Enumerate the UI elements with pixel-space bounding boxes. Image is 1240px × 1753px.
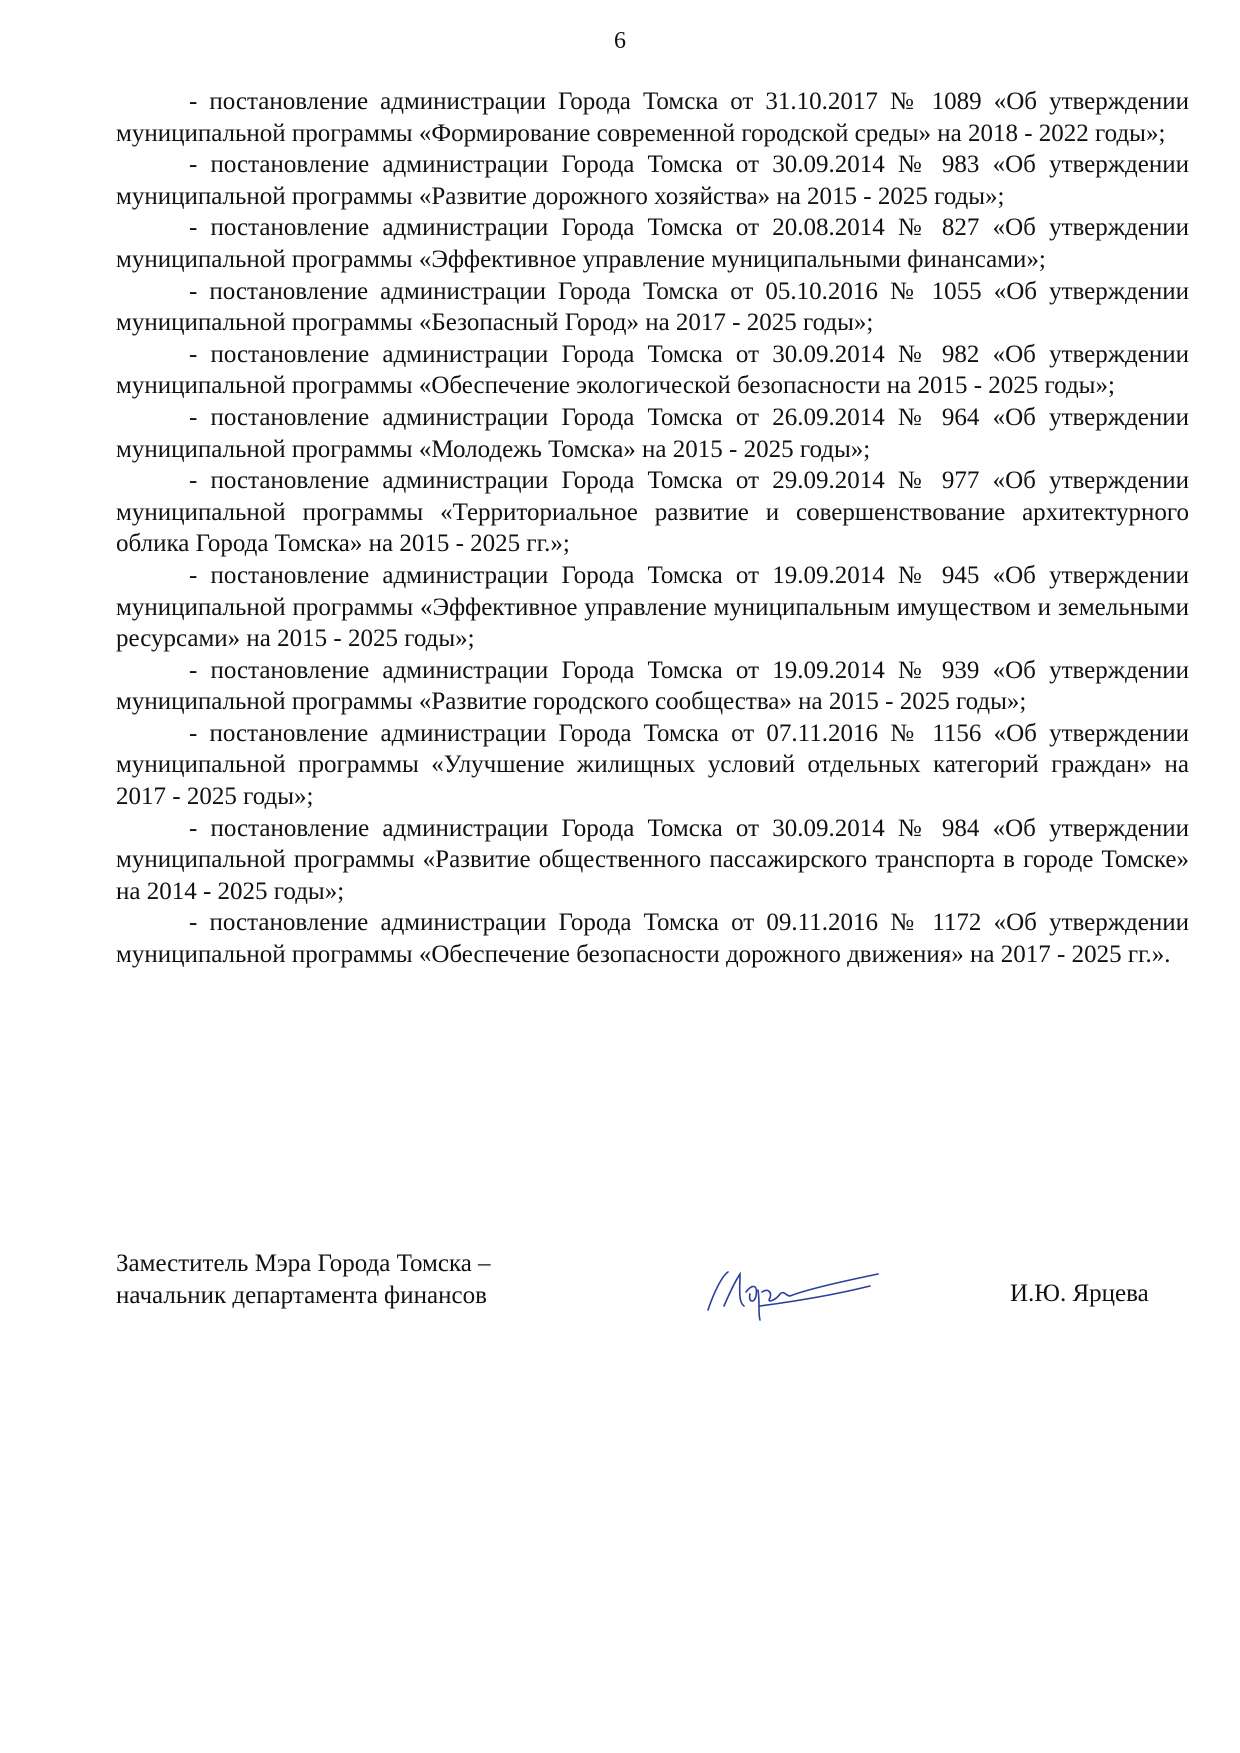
list-item: - постановление администрации Города Томска от 30.09.2014 № 984 «Об утверждении муниципальной программы «Развитие общественного пассажирского транспорта в городе Томске» на 2014 - 2025 годы»;: [116, 814, 1189, 905]
page-number: 6: [614, 28, 626, 54]
signatory-title: [116, 1248, 491, 1311]
list-item: - постановление администрации Города Томска от 26.09.2014 № 964 «Об утверждении муниципальной программы «Молодежь Томска» на 2015 - 2025 годы»;: [116, 403, 1189, 463]
list-item: - постановление администрации Города Томска от 19.09.2014 № 939 «Об утверждении муниципальной программы «Развитие городского сообщества» на 2015 - 2025 годы»;: [116, 656, 1189, 716]
handwritten-signature: [700, 1262, 880, 1322]
signatory-name: И.Ю. Ярцева: [1010, 1280, 1149, 1307]
list-item: - постановление администрации Города Томска от 09.11.2016 № 1172 «Об утверждении муниципальной программы «Обеспечение безопасности дорожного движения» на 2017 - 2025 гг.».: [116, 909, 1189, 969]
list-item: - постановление администрации Города Томска от 29.09.2014 № 977 «Об утверждении муниципальной программы «Территориальное развитие и совершенствование архитектурного облика Города Томска» на 2015 - 2025 гг.»;: [116, 467, 1189, 558]
list-item: - постановление администрации Города Томска от 07.11.2016 № 1156 «Об утверждении муниципальной программы «Улучшение жилищных условий отдельных категорий граждан» на 2017 - 2025 годы»;: [116, 719, 1189, 811]
document-body: [116, 86, 1189, 971]
list-item: - постановление администрации Города Томска от 30.09.2014 № 983 «Об утверждении муниципальной программы «Развитие дорожного хозяйства» на 2015 - 2025 годы»;: [116, 151, 1189, 210]
list-item: - постановление администрации Города Томска от 19.09.2014 № 945 «Об утверждении муниципальной программы «Эффективное управление муниципальным имуществом и земельными ресурсами» на 2015 - 2025 годы»;: [116, 561, 1189, 653]
list-item: - постановление администрации Города Томска от 31.10.2017 № 1089 «Об утверждении муниципальной программы «Формирование современной городской среды» на 2018 - 2022 годы»;: [116, 88, 1189, 147]
signatory-title-line2: начальник департамента финансов: [116, 1281, 487, 1309]
list-item: - постановление администрации Города Томска от 30.09.2014 № 982 «Об утверждении муниципальной программы «Обеспечение экологической безопасности на 2015 - 2025 годы»;: [116, 340, 1189, 400]
list-item: - постановление администрации Города Томска от 20.08.2014 № 827 «Об утверждении муниципальной программы «Эффективное управление муниципальными финансами»;: [116, 214, 1189, 273]
signatory-title-line1: Заместитель Мэра Города Томска –: [116, 1250, 491, 1277]
list-item: - постановление администрации Города Томска от 05.10.2016 № 1055 «Об утверждении муниципальной программы «Безопасный Город» на 2017 - 2025 годы»;: [116, 277, 1189, 337]
